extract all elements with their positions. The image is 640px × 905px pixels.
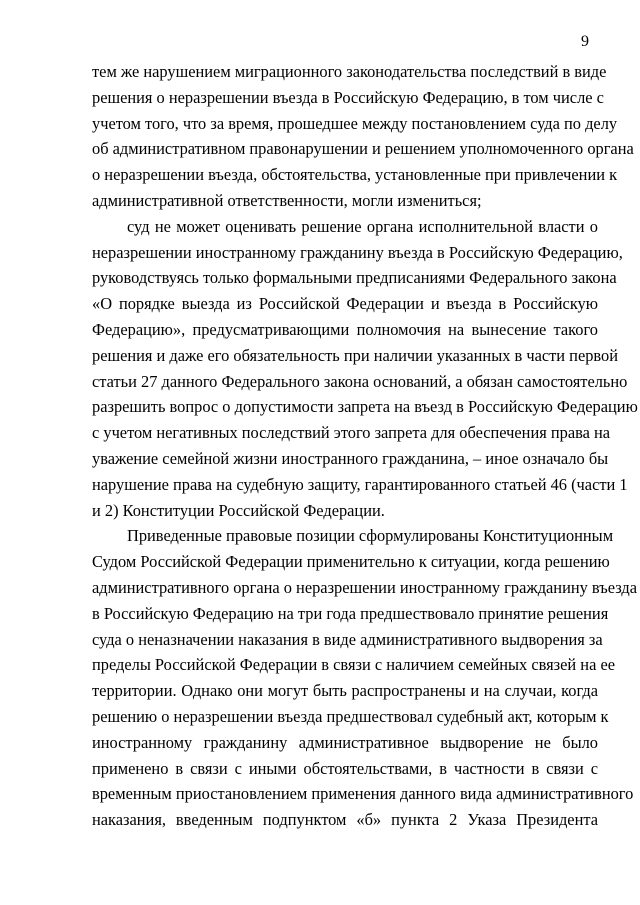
text-line: и 2) Конституции Российской Федерации. xyxy=(92,500,385,520)
paragraph-1 xyxy=(92,59,634,214)
text-line: уважение семейной жизни иностранного гражданина, – иное означало бы xyxy=(92,448,609,468)
text-line: административной ответственности, могли измениться; xyxy=(92,190,482,210)
text-line: учетом того, что за время, прошедшее между постановлением суда по делу xyxy=(92,113,618,133)
text-line: нарушение права на судебную защиту, гарантированного статьей 46 (части 1 xyxy=(92,474,628,494)
text-line: суда о неназначении наказания в виде административного выдворения за xyxy=(92,629,603,649)
paragraph-2 xyxy=(92,214,638,524)
text-line: статьи 27 данного Федерального закона оснований, а обязан самостоятельно xyxy=(92,371,628,391)
text-line: решения о неразрешении въезда в Российскую Федерацию, в том числе с xyxy=(92,87,604,107)
text-line: об административном правонарушении и решением уполномоченного органа xyxy=(92,139,634,159)
page-number: 9 xyxy=(581,33,589,50)
text-line: административного органа о неразрешении иностранному гражданину въезда xyxy=(92,577,637,597)
text-line: Федерацию», предусматривающими полномочия на вынесение такого xyxy=(92,319,598,339)
text-line: разрешить вопрос о допустимости запрета на въезд в Российскую Федерацию xyxy=(92,397,638,417)
paragraph-3 xyxy=(92,523,637,833)
text-line: территории. Однако они могут быть распространены и на случаи, когда xyxy=(92,681,598,701)
text-line: руководствуясь только формальными предписаниями Федерального закона xyxy=(92,268,617,288)
text-line: суд не может оценивать решение органа исполнительной власти о xyxy=(127,216,598,236)
text-line: тем же нарушением миграционного законодательства последствий в виде xyxy=(92,62,607,81)
text-line: Судом Российской Федерации применительно к ситуации, когда решению xyxy=(92,552,610,572)
text-line: иностранному гражданину административное выдворение не было xyxy=(92,732,598,752)
text-line: о неразрешении въезда, обстоятельства, установленные при привлечении к xyxy=(92,165,618,185)
text-line: решению о неразрешении въезда предшествовал судебный акт, которым к xyxy=(92,706,609,726)
document-body xyxy=(92,59,638,833)
text-line: «О порядке выезда из Российской Федерации и въезда в Российскую xyxy=(92,294,598,314)
text-line: с учетом негативных последствий этого запрета для обеспечения права на xyxy=(92,423,611,443)
text-line: в Российскую Федерацию на три года предшествовало принятие решения xyxy=(92,603,609,623)
text-line: Приведенные правовые позиции сформулированы Конституционным xyxy=(127,526,614,546)
text-line: пределы Российской Федерации в связи с наличием семейных связей на ее xyxy=(92,655,615,675)
text-line: наказания, введенным подпунктом «б» пункта 2 Указа Президента xyxy=(92,810,598,830)
text-line: временным приостановлением применения данного вида административного xyxy=(92,784,634,804)
text-line: применено в связи с иными обстоятельствами, в частности в связи с xyxy=(92,758,598,778)
text-line: неразрешении иностранному гражданину въезда в Российскую Федерацию, xyxy=(92,242,623,262)
text-line: решения и даже его обязательность при наличии указанных в части первой xyxy=(92,345,619,365)
